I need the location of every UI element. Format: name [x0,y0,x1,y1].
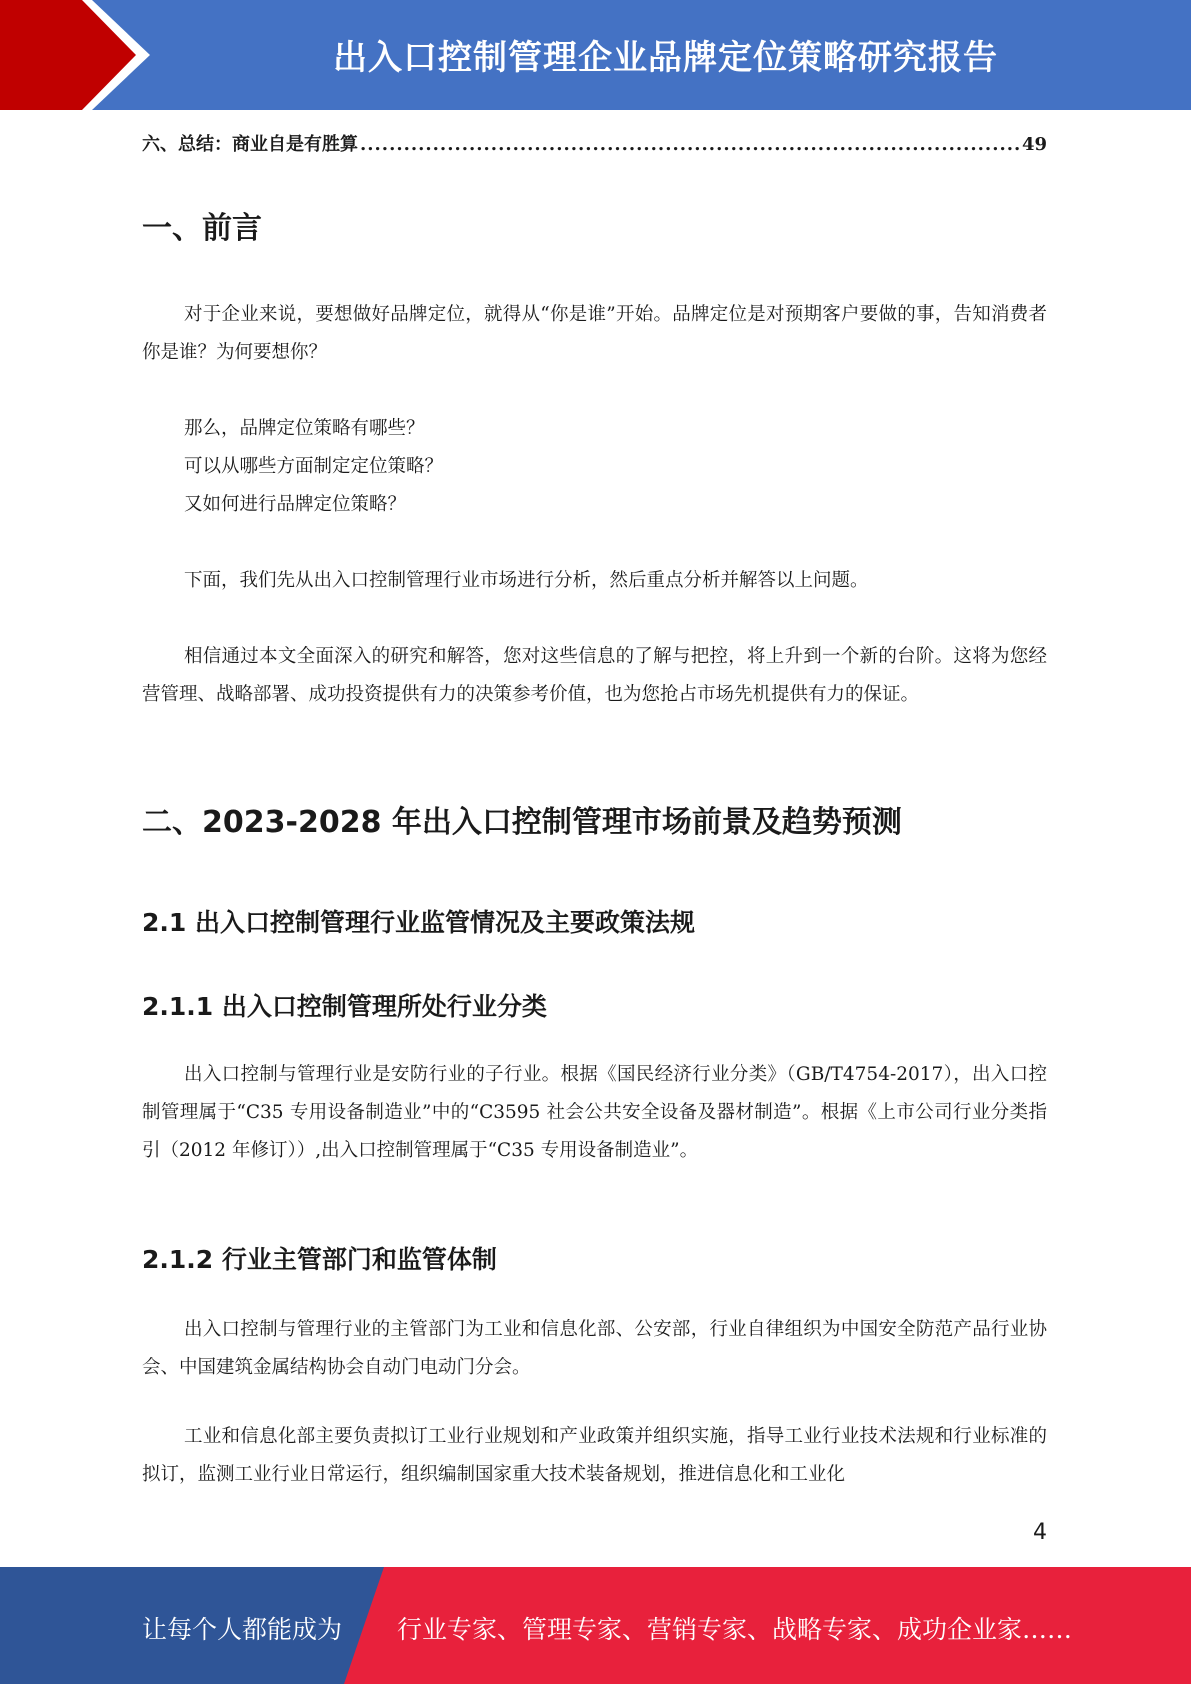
question-line: 可以从哪些方面制定定位策略？ [184,456,444,477]
paragraph: 工业和信息化部主要负责拟订工业行业规划和产业政策并组织实施，指导工业行业技术法规和行业标准的拟订，监测工业行业日常运行，组织编制国家重大技术装备规划，推进信息化和工业化 [142,1426,1047,1485]
section-heading-preface: 一、前言 [142,211,262,246]
report-title: 出入口控制管理企业品牌定位策略研究报告 [333,38,998,78]
subsection-heading-2-1: 2.1 出入口控制管理行业监管情况及主要政策法规 [142,908,695,937]
paragraph: 下面，我们先从出入口控制管理行业市场进行分析，然后重点分析并解答以上问题。 [184,570,869,591]
subsection-heading-2-1-1: 2.1.1 出入口控制管理所处行业分类 [142,992,547,1021]
section-heading-forecast: 二、2023-2028 年出入口控制管理市场前景及趋势预测 [142,805,902,840]
paragraph: 对于企业来说，要想做好品牌定位，就得从“你是谁”开始。品牌定位是对预期客户要做的事，告知消费者你是谁？为何要想你？ [142,304,1047,363]
footer-slogan-right: 行业专家、管理专家、营销专家、战略专家、成功企业家…… [397,1615,1073,1644]
paragraph: 出入口控制与管理行业是安防行业的子行业。根据《国民经济行业分类》（GB/T4754-2017），出入口控制管理属于“C35 专用设备制造业”中的“C3595 社会公共安全设备及器材制造”。根据《上市公司行业分类指引（2012 年修订））,出入口控制管理属于“C35 专用设备制造业”。 [142,1064,1047,1161]
subsection-heading-2-1-2: 2.1.2 行业主管部门和监管体制 [142,1245,497,1274]
footer-slogan-left: 让每个人都能成为 [142,1615,343,1644]
toc-entry[interactable] [142,130,1047,156]
page-number: 4 [1033,1520,1047,1545]
page-footer [0,1567,1191,1684]
toc-entry-label: 六、总结：商业自是有胜算 [142,134,358,155]
header-chevron-decoration [0,0,160,110]
paragraph: 出入口控制与管理行业的主管部门为工业和信息化部、公安部，行业自律组织为中国安全防范产品行业协会、中国建筑金属结构协会自动门电动门分会。 [142,1319,1047,1378]
question-line: 那么，品牌定位策略有哪些？ [184,418,425,439]
paragraph: 相信通过本文全面深入的研究和解答，您对这些信息的了解与把控，将上升到一个新的台阶。这将为您经营管理、战略部署、成功投资提供有力的决策参考价值，也为您抢占市场先机提供有力的保证。 [142,646,1047,705]
toc-leader-dots [360,134,1020,155]
toc-entry-page: 49 [1021,134,1047,155]
page-header [0,0,1191,110]
question-line: 又如何进行品牌定位策略？ [184,494,407,515]
